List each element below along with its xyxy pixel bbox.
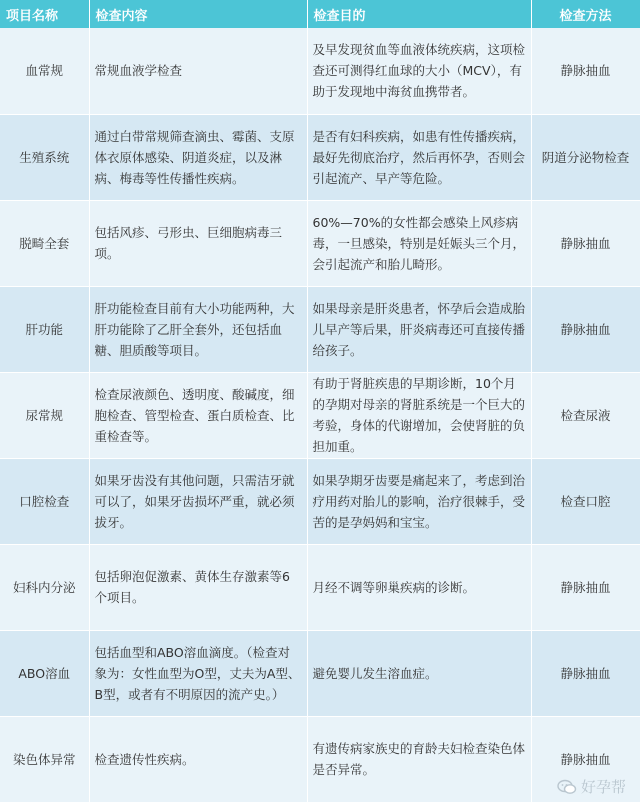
table-row — [0, 630, 640, 716]
check-content: 如果牙齿没有其他问题，只需洁牙就可以了，如果牙齿损坏严重，就必须拔牙。 — [89, 458, 307, 544]
table-row — [0, 544, 640, 630]
check-method: 静脉抽血 — [531, 544, 640, 630]
watermark — [557, 776, 626, 797]
check-content: 常规血液学检查 — [89, 28, 307, 114]
check-method: 检查尿液 — [531, 372, 640, 458]
watermark-text: 好孕帮 — [580, 778, 626, 796]
check-content: 检查遗传性疾病。 — [89, 716, 307, 802]
check-content: 检查尿液颜色、透明度、酸碱度，细胞检查、管型检查、蛋白质检查、比重检查等。 — [89, 372, 307, 458]
check-purpose: 60%—70%的女性都会感染上风疹病毒，一旦感染，特别是妊娠头三个月，会引起流产和胎儿畸形。 — [307, 200, 531, 286]
table-row — [0, 114, 640, 200]
item-name: 血常规 — [0, 28, 89, 114]
check-method: 静脉抽血 — [531, 630, 640, 716]
item-name: ABO溶血 — [0, 630, 89, 716]
check-purpose: 如果母亲是肝炎患者，怀孕后会造成胎儿早产等后果，肝炎病毒还可直接传播给孩子。 — [307, 286, 531, 372]
wechat-icon — [557, 779, 577, 795]
check-purpose: 避免婴儿发生溶血症。 — [307, 630, 531, 716]
table-row — [0, 716, 640, 802]
check-purpose: 是否有妇科疾病，如患有性传播疾病，最好先彻底治疗，然后再怀孕，否则会引起流产、早产等危险。 — [307, 114, 531, 200]
table-row — [0, 28, 640, 114]
check-method: 静脉抽血 — [531, 286, 640, 372]
check-purpose: 有助于肾脏疾患的早期诊断，10个月的孕期对母亲的肾脏系统是一个巨大的考验，身体的代谢增加，会使肾脏的负担加重。 — [307, 372, 531, 458]
check-method: 阴道分泌物检查 — [531, 114, 640, 200]
check-method: 静脉抽血 — [531, 28, 640, 114]
header-row — [0, 0, 640, 28]
item-name: 脱畸全套 — [0, 200, 89, 286]
item-name: 生殖系统 — [0, 114, 89, 200]
check-content: 肝功能检查目前有大小功能两种，大肝功能除了乙肝全套外，还包括血糖、胆质酸等项目。 — [89, 286, 307, 372]
header-check-method: 检查方法 — [531, 0, 640, 28]
table-row — [0, 200, 640, 286]
table-row — [0, 286, 640, 372]
check-content: 包括血型和ABO溶血滴度。（检查对象为：女性血型为O型，丈夫为A型、B型，或者有不明原因的流产史。） — [89, 630, 307, 716]
check-purpose: 及早发现贫血等血液体统疾病，这项检查还可测得红血球的大小（MCV），有助于发现地中海贫血携带者。 — [307, 28, 531, 114]
check-method: 检查口腔 — [531, 458, 640, 544]
check-method: 静脉抽血 — [531, 716, 640, 802]
header-check-content: 检查内容 — [89, 0, 307, 28]
header-check-purpose: 检查目的 — [307, 0, 531, 28]
item-name: 染色体异常 — [0, 716, 89, 802]
item-name: 妇科内分泌 — [0, 544, 89, 630]
table-row — [0, 372, 640, 458]
check-content: 通过白带常规筛查滴虫、霉菌、支原体衣原体感染、阴道炎症，以及淋病、梅毒等性传播性疾病。 — [89, 114, 307, 200]
check-content: 包括风疹、弓形虫、巨细胞病毒三项。 — [89, 200, 307, 286]
item-name: 尿常规 — [0, 372, 89, 458]
item-name: 口腔检查 — [0, 458, 89, 544]
check-method: 静脉抽血 — [531, 200, 640, 286]
item-name: 肝功能 — [0, 286, 89, 372]
check-purpose: 月经不调等卵巢疾病的诊断。 — [307, 544, 531, 630]
header-item-name: 项目名称 — [0, 0, 89, 28]
check-purpose: 有遗传病家族史的育龄夫妇检查染色体是否异常。 — [307, 716, 531, 802]
table-row — [0, 458, 640, 544]
check-purpose: 如果孕期牙齿要是痛起来了，考虑到治疗用药对胎儿的影响，治疗很棘手，受苦的是孕妈妈和宝宝。 — [307, 458, 531, 544]
check-content: 包括卵泡促激素、黄体生存激素等6个项目。 — [89, 544, 307, 630]
